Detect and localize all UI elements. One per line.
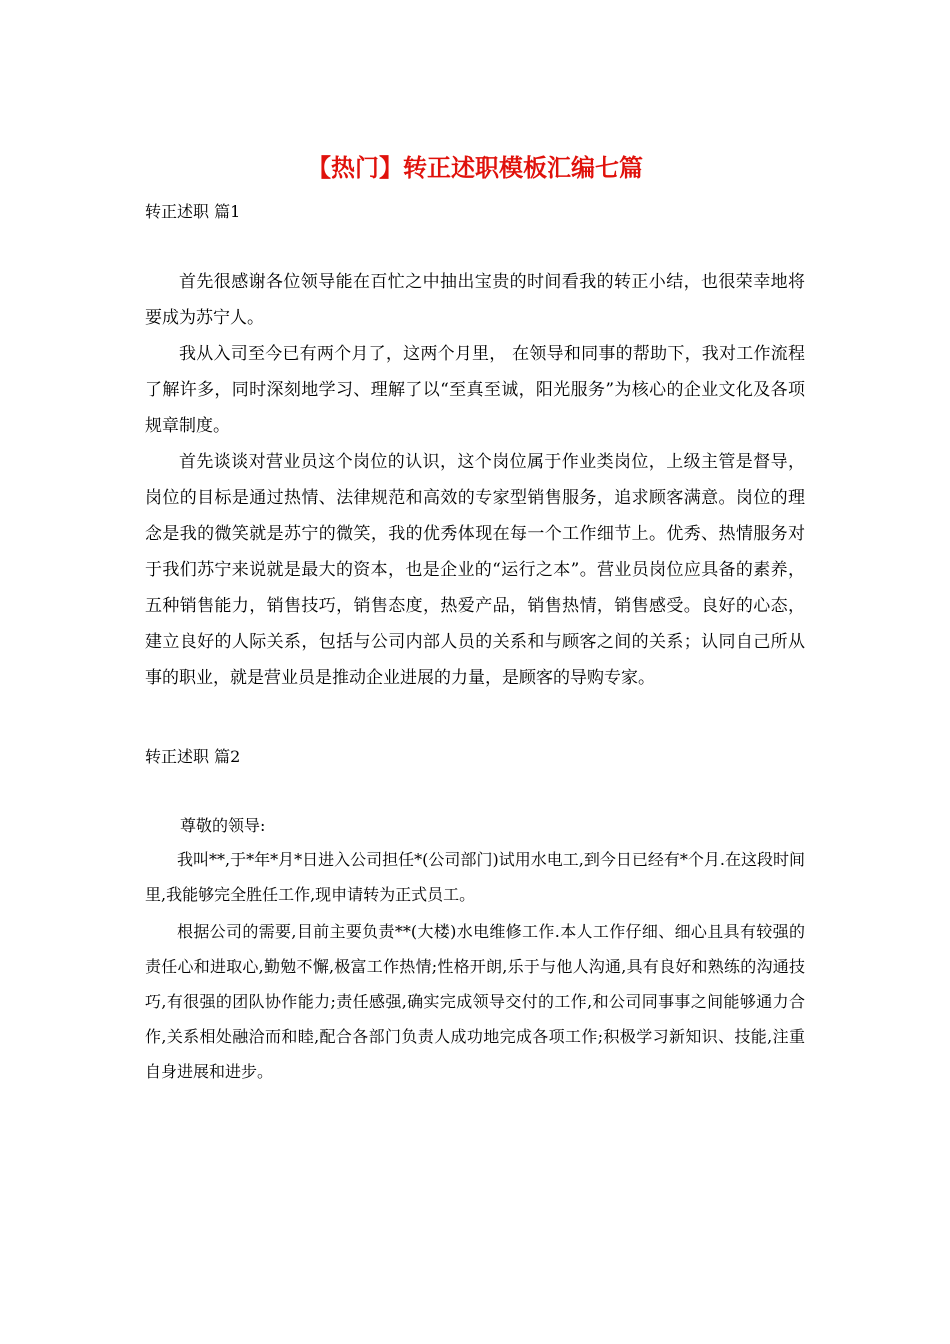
section-heading-2: 转正述职 篇2 [145,747,241,766]
paragraph-1-2: 我从入司至今已有两个月了，这两个月里， 在领导和同事的帮助下，我对工作流程了解许多，同时深刻地学习、理解了以“至真至诚，阳光服务”为核心的企业文化及各项规章制度。 [145,344,805,436]
salutation: 尊敬的领导: [180,816,266,835]
paragraph-2-2: 根据公司的需要,目前主要负责**(大楼)水电维修工作.本人工作仔细、细心且具有较强的责任心和进取心,勤勉不懈,极富工作热情;性格开朗,乐于与他人沟通,具有良好和熟练的沟通技巧,有很强的团队协作能力;责任感强,确实完成领导交付的工作,和公司同事事之间能够通力合作,关系相处融洽而和睦,配合各部门负责人成功地完成各项工作;积极学习新知识、技能,注重自身进展和进步。 [145,922,805,1081]
paragraph-1-3: 首先谈谈对营业员这个岗位的认识，这个岗位属于作业类岗位，上级主管是督导，岗位的目标是通过热情、法律规范和高效的专家型销售服务，追求顾客满意。岗位的理念是我的微笑就是苏宁的微笑，我的优秀体现在每一个工作细节上。优秀、热情服务对于我们苏宁来说就是最大的资本，也是企业的“运行之本”。营业员岗位应具备的素养，五种销售能力，销售技巧，销售态度，热爱产品，销售热情，销售感受。良好的心态，建立良好的人际关系，包括与公司内部人员的关系和与顾客之间的关系；认同自己所从事的职业，就是营业员是推动企业进展的力量，是顾客的导购专家。 [145,452,805,688]
section-heading-1: 转正述职 篇1 [145,202,241,221]
document-title: 【热门】转正述职模板汇编七篇 [307,154,643,182]
paragraph-1-1: 首先很感谢各位领导能在百忙之中抽出宝贵的时间看我的转正小结，也很荣幸地将要成为苏宁人。 [145,272,805,328]
paragraph-2-1: 我叫**,于*年*月*日进入公司担任*(公司部门)试用水电工,到今日已经有*个月.在这段时间里,我能够完全胜任工作,现申请转为正式员工。 [145,850,805,904]
